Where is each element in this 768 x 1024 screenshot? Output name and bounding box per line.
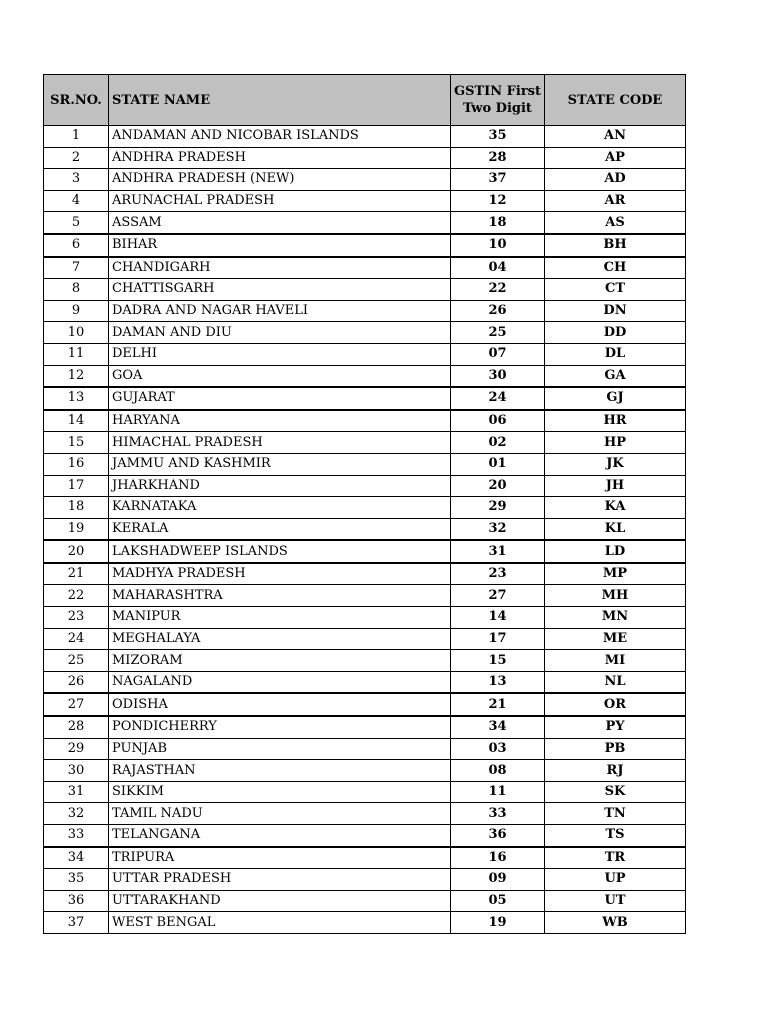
cell-gstin-digits: 08	[451, 760, 545, 782]
cell-gstin-digits: 06	[451, 410, 545, 432]
cell-gstin-digits: 34	[451, 716, 545, 738]
cell-state-code: HP	[545, 432, 686, 454]
cell-gstin-digits: 35	[451, 126, 545, 148]
table-row	[44, 190, 686, 212]
cell-state-name: ODISHA	[109, 693, 451, 716]
header-state-code: STATE CODE	[545, 75, 686, 126]
cell-gstin-digits: 28	[451, 147, 545, 169]
cell-state-code: BH	[545, 234, 686, 257]
cell-state-code: GJ	[545, 387, 686, 410]
cell-state-code: UT	[545, 890, 686, 912]
cell-gstin-digits: 09	[451, 869, 545, 891]
cell-sr-no: 3	[44, 169, 109, 191]
cell-state-name: GOA	[109, 365, 451, 387]
cell-state-name: HIMACHAL PRADESH	[109, 432, 451, 454]
cell-sr-no: 34	[44, 847, 109, 869]
cell-gstin-digits: 26	[451, 300, 545, 322]
cell-gstin-digits: 11	[451, 781, 545, 803]
cell-sr-no: 17	[44, 475, 109, 497]
cell-state-name: MADHYA PRADESH	[109, 563, 451, 585]
cell-state-name: ARUNACHAL PRADESH	[109, 190, 451, 212]
table-row	[44, 650, 686, 672]
cell-sr-no: 2	[44, 147, 109, 169]
table-row	[44, 607, 686, 629]
cell-sr-no: 12	[44, 365, 109, 387]
cell-state-code: TS	[545, 825, 686, 847]
cell-sr-no: 35	[44, 869, 109, 891]
cell-state-name: JAMMU AND KASHMIR	[109, 453, 451, 475]
cell-sr-no: 23	[44, 607, 109, 629]
cell-gstin-digits: 27	[451, 585, 545, 607]
cell-sr-no: 37	[44, 912, 109, 934]
cell-sr-no: 16	[44, 453, 109, 475]
cell-state-code: TN	[545, 803, 686, 825]
cell-sr-no: 1	[44, 126, 109, 148]
cell-state-code: PY	[545, 716, 686, 738]
cell-gstin-digits: 13	[451, 671, 545, 693]
cell-state-code: MP	[545, 563, 686, 585]
table-row	[44, 825, 686, 847]
cell-sr-no: 14	[44, 410, 109, 432]
cell-state-name: MAHARASHTRA	[109, 585, 451, 607]
cell-state-code: GA	[545, 365, 686, 387]
cell-state-name: JHARKHAND	[109, 475, 451, 497]
cell-sr-no: 7	[44, 257, 109, 279]
cell-state-name: ANDAMAN AND NICOBAR ISLANDS	[109, 126, 451, 148]
cell-state-name: PUNJAB	[109, 738, 451, 760]
table-row	[44, 693, 686, 716]
cell-state-name: MIZORAM	[109, 650, 451, 672]
table-row	[44, 234, 686, 257]
cell-state-name: UTTAR PRADESH	[109, 869, 451, 891]
cell-state-code: LD	[545, 540, 686, 563]
cell-sr-no: 22	[44, 585, 109, 607]
table-row	[44, 518, 686, 540]
cell-state-name: NAGALAND	[109, 671, 451, 693]
cell-state-name: GUJARAT	[109, 387, 451, 410]
cell-sr-no: 28	[44, 716, 109, 738]
table-row	[44, 760, 686, 782]
cell-gstin-digits: 14	[451, 607, 545, 629]
cell-gstin-digits: 36	[451, 825, 545, 847]
cell-sr-no: 8	[44, 279, 109, 301]
cell-state-name: UTTARAKHAND	[109, 890, 451, 912]
cell-sr-no: 30	[44, 760, 109, 782]
cell-state-code: DD	[545, 322, 686, 344]
cell-gstin-digits: 33	[451, 803, 545, 825]
table-row	[44, 300, 686, 322]
cell-state-name: TELANGANA	[109, 825, 451, 847]
table-row	[44, 585, 686, 607]
cell-gstin-digits: 32	[451, 518, 545, 540]
cell-state-name: TAMIL NADU	[109, 803, 451, 825]
cell-state-code: UP	[545, 869, 686, 891]
cell-state-code: AD	[545, 169, 686, 191]
table-row	[44, 716, 686, 738]
cell-state-code: NL	[545, 671, 686, 693]
cell-sr-no: 19	[44, 518, 109, 540]
cell-gstin-digits: 20	[451, 475, 545, 497]
cell-gstin-digits: 21	[451, 693, 545, 716]
header-gstin-line2: Two Digit	[463, 101, 532, 116]
table-row	[44, 322, 686, 344]
cell-state-name: CHANDIGARH	[109, 257, 451, 279]
table-row	[44, 803, 686, 825]
cell-sr-no: 4	[44, 190, 109, 212]
cell-state-code: AP	[545, 147, 686, 169]
cell-sr-no: 18	[44, 497, 109, 519]
cell-gstin-digits: 12	[451, 190, 545, 212]
cell-state-name: ANDHRA PRADESH (NEW)	[109, 169, 451, 191]
table-row	[44, 628, 686, 650]
cell-state-name: HARYANA	[109, 410, 451, 432]
cell-gstin-digits: 22	[451, 279, 545, 301]
cell-state-name: ANDHRA PRADESH	[109, 147, 451, 169]
table-row	[44, 169, 686, 191]
cell-state-code: OR	[545, 693, 686, 716]
table-row	[44, 540, 686, 563]
table-row	[44, 126, 686, 148]
cell-sr-no: 31	[44, 781, 109, 803]
cell-state-code: CT	[545, 279, 686, 301]
header-gstin-line1: GSTIN First	[454, 84, 541, 99]
cell-sr-no: 15	[44, 432, 109, 454]
cell-state-code: PB	[545, 738, 686, 760]
cell-state-code: AS	[545, 212, 686, 234]
table-row	[44, 781, 686, 803]
cell-state-name: MEGHALAYA	[109, 628, 451, 650]
cell-state-code: MH	[545, 585, 686, 607]
cell-state-name: PONDICHERRY	[109, 716, 451, 738]
cell-state-name: CHATTISGARH	[109, 279, 451, 301]
cell-state-code: TR	[545, 847, 686, 869]
cell-gstin-digits: 30	[451, 365, 545, 387]
cell-gstin-digits: 24	[451, 387, 545, 410]
cell-gstin-digits: 37	[451, 169, 545, 191]
cell-sr-no: 9	[44, 300, 109, 322]
header-sr-no: SR.NO.	[44, 75, 109, 126]
table-row	[44, 365, 686, 387]
table-row	[44, 410, 686, 432]
cell-sr-no: 25	[44, 650, 109, 672]
cell-sr-no: 10	[44, 322, 109, 344]
cell-state-name: ASSAM	[109, 212, 451, 234]
table-row	[44, 453, 686, 475]
cell-gstin-digits: 04	[451, 257, 545, 279]
cell-state-code: KL	[545, 518, 686, 540]
header-gstin-first-two-digit	[451, 75, 545, 126]
table-row	[44, 147, 686, 169]
cell-state-code: RJ	[545, 760, 686, 782]
table-row	[44, 563, 686, 585]
table-row	[44, 475, 686, 497]
cell-state-name: RAJASTHAN	[109, 760, 451, 782]
table-row	[44, 343, 686, 365]
cell-state-name: DAMAN AND DIU	[109, 322, 451, 344]
cell-state-name: MANIPUR	[109, 607, 451, 629]
cell-state-code: CH	[545, 257, 686, 279]
table-row	[44, 432, 686, 454]
cell-state-code: DL	[545, 343, 686, 365]
cell-sr-no: 32	[44, 803, 109, 825]
cell-gstin-digits: 05	[451, 890, 545, 912]
cell-gstin-digits: 19	[451, 912, 545, 934]
cell-gstin-digits: 10	[451, 234, 545, 257]
cell-gstin-digits: 15	[451, 650, 545, 672]
cell-gstin-digits: 31	[451, 540, 545, 563]
table-row	[44, 671, 686, 693]
cell-gstin-digits: 03	[451, 738, 545, 760]
cell-state-code: DN	[545, 300, 686, 322]
cell-state-name: TRIPURA	[109, 847, 451, 869]
cell-gstin-digits: 02	[451, 432, 545, 454]
table-row	[44, 869, 686, 891]
cell-sr-no: 27	[44, 693, 109, 716]
cell-state-name: LAKSHADWEEP ISLANDS	[109, 540, 451, 563]
cell-state-name: SIKKIM	[109, 781, 451, 803]
cell-state-code: ME	[545, 628, 686, 650]
table-row	[44, 847, 686, 869]
table-row	[44, 497, 686, 519]
cell-sr-no: 6	[44, 234, 109, 257]
table-row	[44, 279, 686, 301]
cell-sr-no: 36	[44, 890, 109, 912]
table-row	[44, 912, 686, 934]
cell-gstin-digits: 16	[451, 847, 545, 869]
gst-state-code-table	[43, 74, 686, 934]
table-row	[44, 387, 686, 410]
cell-state-name: WEST BENGAL	[109, 912, 451, 934]
cell-gstin-digits: 01	[451, 453, 545, 475]
cell-state-code: SK	[545, 781, 686, 803]
cell-state-name: DELHI	[109, 343, 451, 365]
cell-gstin-digits: 07	[451, 343, 545, 365]
table-row	[44, 890, 686, 912]
table-header-row	[44, 75, 686, 126]
cell-sr-no: 26	[44, 671, 109, 693]
cell-gstin-digits: 17	[451, 628, 545, 650]
cell-state-name: BIHAR	[109, 234, 451, 257]
cell-state-code: MI	[545, 650, 686, 672]
cell-sr-no: 24	[44, 628, 109, 650]
table-row	[44, 738, 686, 760]
cell-state-code: JH	[545, 475, 686, 497]
cell-state-name: KARNATAKA	[109, 497, 451, 519]
cell-gstin-digits: 25	[451, 322, 545, 344]
cell-sr-no: 29	[44, 738, 109, 760]
cell-state-code: HR	[545, 410, 686, 432]
cell-state-name: KERALA	[109, 518, 451, 540]
cell-state-code: JK	[545, 453, 686, 475]
header-state-name: STATE NAME	[109, 75, 451, 126]
cell-sr-no: 13	[44, 387, 109, 410]
table-row	[44, 212, 686, 234]
cell-gstin-digits: 23	[451, 563, 545, 585]
cell-sr-no: 20	[44, 540, 109, 563]
cell-sr-no: 33	[44, 825, 109, 847]
cell-sr-no: 21	[44, 563, 109, 585]
cell-sr-no: 11	[44, 343, 109, 365]
cell-state-code: AR	[545, 190, 686, 212]
cell-state-code: MN	[545, 607, 686, 629]
cell-gstin-digits: 18	[451, 212, 545, 234]
cell-state-code: KA	[545, 497, 686, 519]
cell-state-code: AN	[545, 126, 686, 148]
cell-state-name: DADRA AND NAGAR HAVELI	[109, 300, 451, 322]
table-row	[44, 257, 686, 279]
cell-state-code: WB	[545, 912, 686, 934]
cell-gstin-digits: 29	[451, 497, 545, 519]
cell-sr-no: 5	[44, 212, 109, 234]
